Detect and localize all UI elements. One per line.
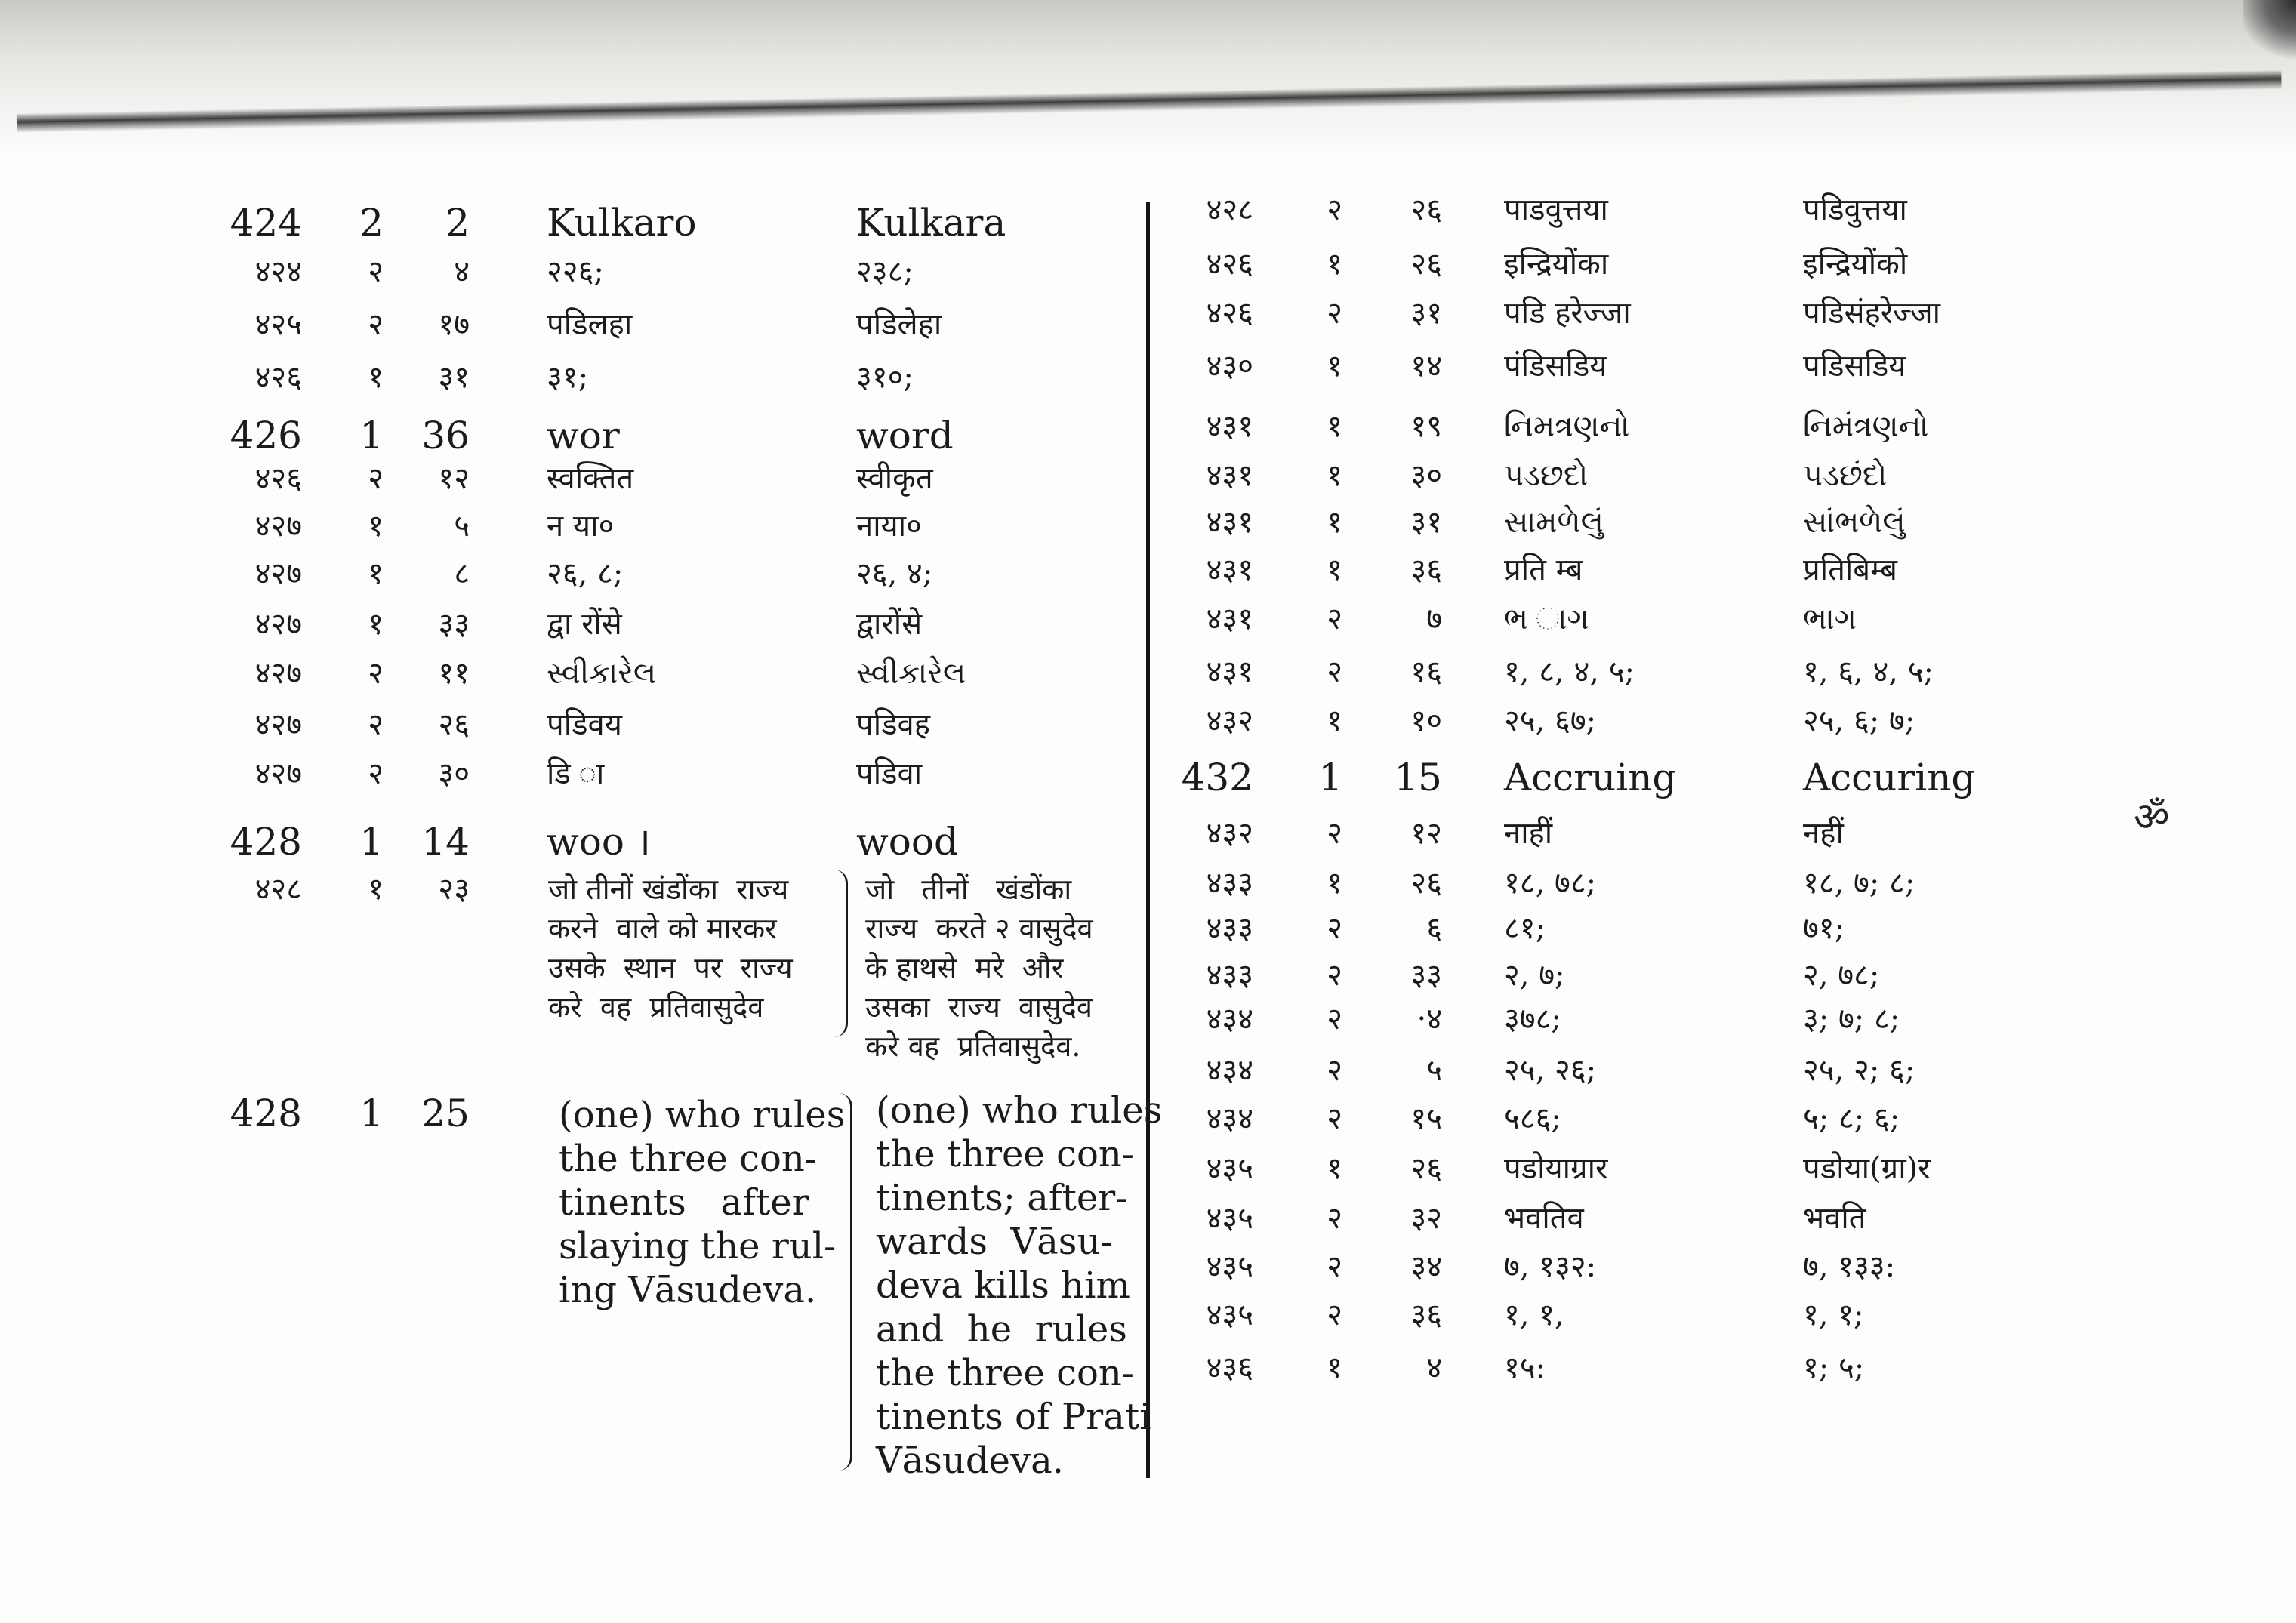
incorrect-text: १, ८, ४, ५; bbox=[1504, 654, 1635, 689]
line-number: 15 bbox=[1394, 756, 1442, 799]
column-number: २ bbox=[1327, 602, 1342, 636]
page-number: ४२७ bbox=[254, 509, 302, 544]
corrected-text: २५, ६; ७; bbox=[1803, 704, 1915, 738]
line-number: ८ bbox=[454, 556, 470, 591]
incorrect-text: २५, ६७; bbox=[1504, 704, 1597, 738]
page-number: ४३१ bbox=[1206, 409, 1253, 444]
line-number: ३३ bbox=[438, 607, 470, 642]
page-number: ४३५ bbox=[1206, 1249, 1253, 1284]
column-number: २ bbox=[1327, 1101, 1342, 1136]
page-number: ४३२ bbox=[1206, 704, 1253, 738]
page-number: ४२६ bbox=[1206, 247, 1253, 282]
corrected-text: ३; ७; ८; bbox=[1803, 1002, 1900, 1036]
line-number: १२ bbox=[438, 461, 470, 496]
column-number: 1 bbox=[1318, 756, 1342, 799]
incorrect-text: १५: bbox=[1504, 1350, 1546, 1385]
incorrect-text: woo । bbox=[547, 820, 651, 864]
corrected-text: इन्द्रियोंको bbox=[1803, 247, 1908, 282]
line-number: २६ bbox=[1410, 192, 1442, 227]
line-number: ७ bbox=[1426, 602, 1442, 636]
note-hindi-wrong: जो तीनों खंडोंका राज्य करने वाले को मारकर उसके स्थान पर राज्य करे वह प्रतिवासुदेव bbox=[548, 873, 793, 1024]
incorrect-text: द्वा रोंसे bbox=[547, 607, 622, 642]
incorrect-text: ३७८; bbox=[1504, 1002, 1561, 1036]
line-number: ·४ bbox=[1416, 1002, 1442, 1036]
corrected-text: નિમંત્રણનો bbox=[1803, 409, 1929, 444]
incorrect-text: भवतिव bbox=[1504, 1201, 1584, 1236]
column-number: २ bbox=[1327, 192, 1342, 227]
corrected-text: Kulkara bbox=[856, 201, 1006, 245]
page-number: ४३३ bbox=[1206, 866, 1253, 901]
page-number: 428 bbox=[230, 820, 302, 864]
corrected-text: द्वारोंसे bbox=[856, 607, 923, 642]
line-number: ३१ bbox=[438, 360, 470, 395]
line-number: १९ bbox=[1410, 409, 1442, 444]
line-number: ५ bbox=[1426, 1053, 1442, 1088]
incorrect-text: पाडवुत्तया bbox=[1504, 192, 1608, 227]
corrected-text: १८, ७; ८; bbox=[1803, 866, 1915, 901]
incorrect-text: २, ७; bbox=[1504, 958, 1565, 993]
column-number: २ bbox=[1327, 1201, 1342, 1236]
page-number: 428 bbox=[230, 1092, 302, 1135]
page-number: ४३० bbox=[1206, 349, 1253, 383]
corrected-text: wood bbox=[856, 820, 959, 864]
page-number: ४३५ bbox=[1206, 1298, 1253, 1332]
line-number: ३० bbox=[1410, 458, 1442, 493]
corrected-text: २३८; bbox=[856, 254, 914, 289]
note-hindi-brace bbox=[831, 870, 848, 1037]
incorrect-text: २२६; bbox=[547, 254, 604, 289]
page-number: ४२७ bbox=[254, 607, 302, 642]
column-number: १ bbox=[1327, 704, 1342, 738]
incorrect-text: ७, १३२: bbox=[1504, 1249, 1597, 1284]
line-number: ११ bbox=[438, 656, 470, 691]
incorrect-text: ५८६; bbox=[1504, 1101, 1561, 1136]
line-number: १० bbox=[1410, 704, 1442, 738]
incorrect-text: १८, ७८; bbox=[1504, 866, 1597, 901]
page-number: ४३४ bbox=[1206, 1101, 1253, 1136]
column-number: १ bbox=[1327, 1350, 1342, 1385]
margin-mark: ॐ bbox=[2134, 795, 2170, 840]
corrected-text: २६, ४; bbox=[856, 556, 933, 591]
column-number: २ bbox=[1327, 296, 1342, 331]
incorrect-text: પડછદો bbox=[1504, 458, 1589, 493]
line-number: ३३ bbox=[1410, 958, 1442, 993]
column-number: १ bbox=[1327, 505, 1342, 540]
column-number: १ bbox=[368, 607, 384, 642]
page-number: ४३५ bbox=[1206, 1201, 1253, 1236]
column-number: २ bbox=[368, 461, 384, 496]
corrected-text: पडिवुत्तया bbox=[1803, 192, 1907, 227]
scan-corner-mark bbox=[2243, 0, 2296, 60]
column-number: २ bbox=[368, 307, 384, 342]
corrected-text: पडिसंहरेज्जा bbox=[1803, 296, 1941, 331]
page-number: ४३३ bbox=[1206, 958, 1253, 993]
incorrect-text: पडिवय bbox=[547, 707, 622, 742]
incorrect-text: સ્વીકારેલ bbox=[547, 656, 657, 691]
corrected-text: १; ५; bbox=[1803, 1350, 1865, 1385]
column-number: २ bbox=[1327, 1298, 1342, 1332]
column-number: १ bbox=[1327, 409, 1342, 444]
corrected-text: ७१; bbox=[1803, 911, 1845, 946]
page-number: ४३१ bbox=[1206, 458, 1253, 493]
line-number: ३० bbox=[438, 756, 470, 791]
line-number: २६ bbox=[438, 707, 470, 742]
corrected-text: word bbox=[856, 414, 954, 457]
incorrect-text: Kulkaro bbox=[547, 201, 697, 245]
page-number: ४२७ bbox=[254, 707, 302, 742]
line-number: १४ bbox=[1410, 349, 1442, 383]
corrected-text: नाया० bbox=[856, 509, 922, 544]
column-number: २ bbox=[368, 707, 384, 742]
line-number: ४ bbox=[454, 254, 470, 289]
line-number: २३ bbox=[438, 872, 470, 907]
incorrect-text: સામળેલું bbox=[1504, 505, 1604, 540]
corrected-text: १, ६, ४, ५; bbox=[1803, 654, 1934, 689]
page-number: ४३१ bbox=[1206, 654, 1253, 689]
line-number: 14 bbox=[421, 820, 470, 864]
incorrect-text: पडि हरेज्जा bbox=[1504, 296, 1631, 331]
line-number: ३१ bbox=[1410, 505, 1442, 540]
corrected-text: पडिसडिय bbox=[1803, 349, 1906, 383]
incorrect-text: न या० bbox=[547, 509, 615, 544]
incorrect-text: पडिलहा bbox=[547, 307, 633, 342]
page-number: ४२६ bbox=[1206, 296, 1253, 331]
incorrect-text: નિમત્રણનો bbox=[1504, 409, 1630, 444]
incorrect-text: Accruing bbox=[1504, 756, 1677, 799]
column-number: २ bbox=[1327, 1249, 1342, 1284]
column-number: 2 bbox=[359, 201, 384, 245]
corrected-text: भवति bbox=[1803, 1201, 1866, 1236]
corrected-text: २५, २; ६; bbox=[1803, 1053, 1915, 1088]
page-number: ४२५ bbox=[254, 307, 302, 342]
line-number: २६ bbox=[1410, 866, 1442, 901]
corrected-text: २, ७८; bbox=[1803, 958, 1880, 993]
incorrect-text: डि ा bbox=[547, 756, 605, 791]
incorrect-text: ભ ાગ bbox=[1504, 602, 1589, 636]
corrected-text: प्रतिबिम्ब bbox=[1803, 553, 1897, 587]
column-number: २ bbox=[1327, 911, 1342, 946]
line-number: ३४ bbox=[1410, 1249, 1442, 1284]
corrected-text: पडिलेहा bbox=[856, 307, 942, 342]
page-number: ४२७ bbox=[254, 756, 302, 791]
incorrect-text: wor bbox=[547, 414, 620, 457]
line-number: ३६ bbox=[1410, 1298, 1442, 1332]
column-number: २ bbox=[1327, 816, 1342, 851]
corrected-text: સાંભળેલું bbox=[1803, 505, 1906, 540]
page-number: ४३४ bbox=[1206, 1053, 1253, 1088]
page-number: ४३५ bbox=[1206, 1151, 1253, 1186]
line-number: ३२ bbox=[1410, 1201, 1442, 1236]
page-number: ४२८ bbox=[1206, 192, 1253, 227]
column-number: १ bbox=[1327, 349, 1342, 383]
line-number: ६ bbox=[1426, 911, 1442, 946]
column-number: 1 bbox=[359, 820, 384, 864]
line-number: 25 bbox=[421, 1092, 470, 1135]
incorrect-text: स्वक्तित bbox=[547, 461, 634, 496]
incorrect-text: पडोयाग्रार bbox=[1504, 1151, 1608, 1186]
column-number: १ bbox=[1327, 458, 1342, 493]
corrected-text: पडोया(ग्रा)र bbox=[1803, 1151, 1931, 1186]
page-number: ४३४ bbox=[1206, 1002, 1253, 1036]
incorrect-text: १, १, bbox=[1504, 1298, 1564, 1332]
column-number: १ bbox=[1327, 1151, 1342, 1186]
page-number: ४२७ bbox=[254, 656, 302, 691]
corrected-text: Accuring bbox=[1803, 756, 1976, 799]
column-number: 1 bbox=[359, 1092, 384, 1135]
page-number: ४३१ bbox=[1206, 553, 1253, 587]
column-number: २ bbox=[368, 656, 384, 691]
line-number: 2 bbox=[445, 201, 470, 245]
page-number: ४२६ bbox=[254, 461, 302, 496]
line-number: ३६ bbox=[1410, 553, 1442, 587]
incorrect-text: पंडिसडिय bbox=[1504, 349, 1607, 383]
page-number: 424 bbox=[230, 201, 302, 245]
line-number: १२ bbox=[1410, 816, 1442, 851]
incorrect-text: इन्द्रियोंका bbox=[1504, 247, 1609, 282]
corrected-text: પડછંદો bbox=[1803, 458, 1888, 493]
incorrect-text: प्रति म्ब bbox=[1504, 553, 1583, 587]
page-number: 432 bbox=[1181, 756, 1253, 799]
line-number: ४ bbox=[1426, 1350, 1442, 1385]
line-number: १५ bbox=[1410, 1101, 1442, 1136]
corrected-text: ભાગ bbox=[1803, 602, 1857, 636]
page-number: ४३३ bbox=[1206, 911, 1253, 946]
incorrect-text: २६, ८; bbox=[547, 556, 624, 591]
line-number: ५ bbox=[454, 509, 470, 544]
line-number: २६ bbox=[1410, 1151, 1442, 1186]
corrected-text: स्वीकृत bbox=[856, 461, 933, 496]
line-number: 36 bbox=[421, 414, 470, 457]
page-number: ४३२ bbox=[1206, 816, 1253, 851]
column-number: २ bbox=[1327, 1053, 1342, 1088]
page-number: ४३१ bbox=[1206, 505, 1253, 540]
incorrect-text: नाहीं bbox=[1504, 816, 1553, 851]
column-number: १ bbox=[1327, 553, 1342, 587]
page-number: ४२४ bbox=[254, 254, 302, 289]
corrected-text: ७, १३३: bbox=[1803, 1249, 1896, 1284]
page-number: 426 bbox=[230, 414, 302, 457]
column-number: १ bbox=[1327, 866, 1342, 901]
corrected-text: पडिवह bbox=[856, 707, 930, 742]
page-number: ४२६ bbox=[254, 360, 302, 395]
corrected-text: १, १; bbox=[1803, 1298, 1864, 1332]
page-number: ४३१ bbox=[1206, 602, 1253, 636]
column-number: १ bbox=[368, 360, 384, 395]
column-number: १ bbox=[368, 509, 384, 544]
column-number: २ bbox=[368, 254, 384, 289]
column-number: १ bbox=[368, 556, 384, 591]
column-number: २ bbox=[1327, 1002, 1342, 1036]
line-number: ३१ bbox=[1410, 296, 1442, 331]
note-english-wrong: (one) who rules the three con- tinents after slaying the rul- ing Vāsudeva. bbox=[559, 1094, 846, 1311]
note-english-brace bbox=[835, 1093, 852, 1471]
page-number: ४२८ bbox=[254, 872, 302, 907]
corrected-text: ३१०; bbox=[856, 360, 914, 395]
note-english-right: (one) who rules the three con- tinents; after- wards Vāsu- deva kills him and he rules the three con- tinents of Prati Vāsudeva. bbox=[876, 1089, 1163, 1482]
line-number: १६ bbox=[1410, 654, 1442, 689]
column-number: १ bbox=[1327, 247, 1342, 282]
corrected-text: पडिवा bbox=[856, 756, 923, 791]
column-number: २ bbox=[1327, 958, 1342, 993]
column-number: १ bbox=[368, 872, 384, 907]
page-number: ४३६ bbox=[1206, 1350, 1253, 1385]
column-number: 1 bbox=[359, 414, 384, 457]
incorrect-text: २५, २६; bbox=[1504, 1053, 1597, 1088]
column-number: २ bbox=[368, 756, 384, 791]
incorrect-text: ८१; bbox=[1504, 911, 1546, 946]
line-number: १७ bbox=[438, 307, 470, 342]
page-number: ४२७ bbox=[254, 556, 302, 591]
corrected-text: नहीं bbox=[1803, 816, 1844, 851]
column-number: २ bbox=[1327, 654, 1342, 689]
note-hindi-right: जो तीनों खंडोंका राज्य करते २ वासुदेव के हाथसे मरे और उसका राज्य वासुदेव करे वह प्रतिवासुदेव. bbox=[865, 873, 1093, 1063]
corrected-text: સ્વીકારેલ bbox=[856, 656, 966, 691]
corrected-text: ५; ८; ६; bbox=[1803, 1101, 1900, 1136]
line-number: २६ bbox=[1410, 247, 1442, 282]
incorrect-text: ३१; bbox=[547, 360, 589, 395]
